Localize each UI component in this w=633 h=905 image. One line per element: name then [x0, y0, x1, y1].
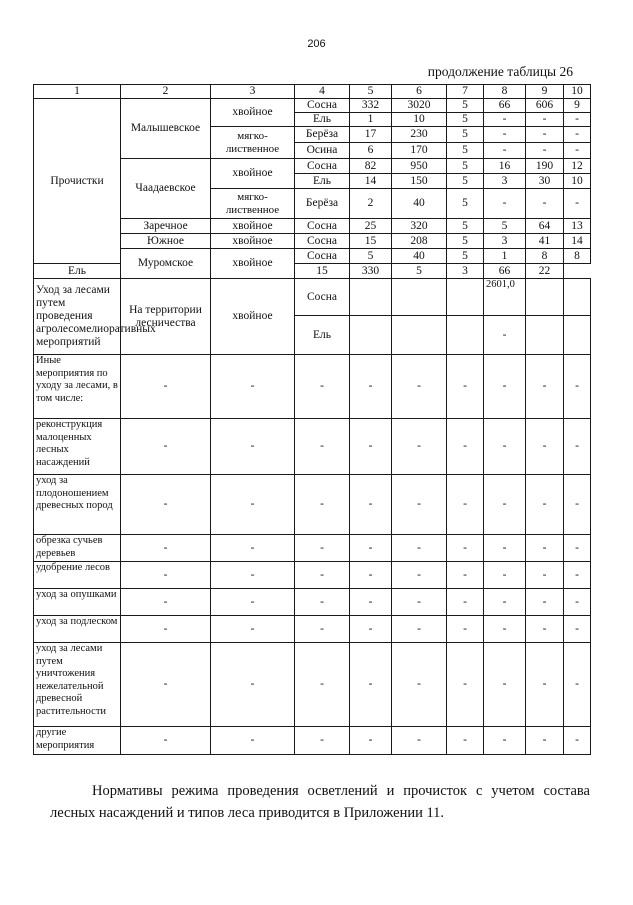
value-cell: -	[526, 143, 564, 159]
value-cell	[526, 279, 564, 316]
value-cell: -	[447, 727, 484, 755]
value-cell: -	[392, 616, 447, 643]
table-row	[34, 279, 591, 316]
value-cell: -	[526, 113, 564, 127]
activity-label: реконструкция малоценных лесных насаждений	[34, 419, 121, 475]
value-cell: -	[484, 189, 526, 219]
species-cell: Сосна	[295, 249, 350, 264]
district-label: Муромское	[121, 249, 211, 279]
value-cell: 40	[392, 189, 447, 219]
district-label: Чаадаевское	[121, 159, 211, 219]
value-cell: -	[526, 419, 564, 475]
column-header: 1	[34, 85, 121, 99]
species-cell: Сосна	[295, 159, 350, 174]
forest-type: хвойное	[211, 234, 295, 249]
value-cell	[564, 316, 591, 355]
value-cell: -	[447, 562, 484, 589]
value-cell	[447, 279, 484, 316]
value-cell: 330	[350, 264, 392, 279]
value-cell: -	[350, 419, 392, 475]
value-cell: 82	[350, 159, 392, 174]
value-cell: -	[564, 189, 591, 219]
value-cell: -	[564, 535, 591, 562]
value-cell: 5	[350, 249, 392, 264]
value-cell: 14	[350, 174, 392, 189]
value-cell: -	[526, 589, 564, 616]
value-cell: -	[484, 562, 526, 589]
value-cell: 5	[447, 127, 484, 143]
species-cell: Берёза	[295, 127, 350, 143]
value-cell: 6	[350, 143, 392, 159]
species-cell: Ель	[34, 264, 121, 279]
value-cell: -	[564, 419, 591, 475]
column-header: 4	[295, 85, 350, 99]
activity-label: уход за подлеском	[34, 616, 121, 643]
value-cell: 40	[392, 249, 447, 264]
value-cell: 5	[447, 234, 484, 249]
value-cell: 5	[447, 143, 484, 159]
value-cell: -	[484, 616, 526, 643]
value-cell: -	[392, 535, 447, 562]
value-cell: 332	[350, 99, 392, 113]
value-cell: -	[211, 419, 295, 475]
value-cell: -	[526, 643, 564, 727]
district-label: Южное	[121, 234, 211, 249]
value-cell: 10	[564, 174, 591, 189]
value-cell: 3	[484, 174, 526, 189]
value-cell: -	[564, 643, 591, 727]
value-cell: 9	[564, 99, 591, 113]
value-cell: -	[484, 589, 526, 616]
species-cell: Ель	[295, 316, 350, 355]
forest-type: хвойное	[211, 279, 295, 355]
value-cell: 5	[447, 159, 484, 174]
value-cell: 16	[484, 159, 526, 174]
activity-label: обрезка сучьев деревьев	[34, 535, 121, 562]
value-cell: -	[350, 475, 392, 535]
value-cell: 170	[392, 143, 447, 159]
value-cell: -	[484, 127, 526, 143]
species-cell: Сосна	[295, 279, 350, 316]
value-cell: 5	[447, 219, 484, 234]
value-cell: 12	[564, 159, 591, 174]
value-cell: 14	[564, 234, 591, 249]
value-cell: -	[295, 475, 350, 535]
territory-label: На территории лесничества	[121, 279, 211, 355]
forest-type: хвойное	[211, 219, 295, 234]
table-continuation-label: продолжение таблицы 26	[427, 64, 573, 79]
column-header: 10	[564, 85, 591, 99]
value-cell	[392, 279, 447, 316]
column-header: 8	[484, 85, 526, 99]
activity-label: другие мероприятия	[34, 727, 121, 755]
value-cell: -	[564, 475, 591, 535]
value-cell: 15	[350, 234, 392, 249]
value-cell: -	[211, 535, 295, 562]
activity-label: удобрение лесов	[34, 562, 121, 589]
column-header: 3	[211, 85, 295, 99]
value-cell	[392, 316, 447, 355]
value-cell: 606	[526, 99, 564, 113]
value-cell: 8	[564, 249, 591, 264]
value-cell: -	[564, 589, 591, 616]
value-cell: 17	[350, 127, 392, 143]
value-cell	[447, 316, 484, 355]
table-row	[34, 643, 591, 727]
value-cell: -	[295, 643, 350, 727]
district-label: Заречное	[121, 219, 211, 234]
value-cell: -	[484, 143, 526, 159]
value-cell: -	[392, 419, 447, 475]
value-cell: -	[350, 535, 392, 562]
value-cell: -	[121, 589, 211, 616]
value-cell: -	[392, 727, 447, 755]
value-cell: -	[295, 589, 350, 616]
value-cell: -	[447, 535, 484, 562]
value-cell: -	[295, 535, 350, 562]
activity-label: Прочистки	[34, 99, 121, 264]
value-cell	[350, 316, 392, 355]
value-cell: -	[484, 535, 526, 562]
value-cell: -	[121, 727, 211, 755]
value-cell: 2	[350, 189, 392, 219]
value-cell: 5	[447, 113, 484, 127]
value-cell: -	[526, 189, 564, 219]
value-cell: -	[447, 616, 484, 643]
activity-label: уход за опушками	[34, 589, 121, 616]
value-cell: -	[211, 727, 295, 755]
value-cell: 5	[484, 219, 526, 234]
value-cell: -	[484, 475, 526, 535]
value-cell: 5	[447, 189, 484, 219]
table-row	[34, 85, 591, 99]
value-cell: 3020	[392, 99, 447, 113]
value-cell: -	[350, 727, 392, 755]
forest-type: мягко-лиственное	[211, 127, 295, 159]
value-cell: -	[484, 643, 526, 727]
activity-label: Иные мероприятия по уходу за лесами, в том числе:	[34, 355, 121, 419]
column-header: 6	[392, 85, 447, 99]
value-cell: -	[484, 113, 526, 127]
value-cell: -	[295, 419, 350, 475]
value-cell: -	[526, 475, 564, 535]
value-cell: -	[392, 589, 447, 616]
value-cell: -	[295, 562, 350, 589]
value-cell: -	[211, 589, 295, 616]
value-cell: -	[121, 616, 211, 643]
value-cell: -	[564, 727, 591, 755]
activity-label: Уход за лесами путем проведения агролесомелиоративных мероприятий	[34, 279, 121, 355]
value-cell: 320	[392, 219, 447, 234]
value-cell: -	[350, 616, 392, 643]
table-row	[34, 562, 591, 589]
value-cell: -	[447, 355, 484, 419]
table-row	[34, 355, 591, 419]
value-cell: -	[295, 616, 350, 643]
species-cell: Сосна	[295, 219, 350, 234]
value-cell: -	[447, 419, 484, 475]
value-cell: -	[484, 419, 526, 475]
forest-care-table	[33, 84, 591, 755]
species-cell: Берёза	[295, 189, 350, 219]
value-cell: -	[484, 727, 526, 755]
value-cell: -	[392, 562, 447, 589]
value-cell: -	[350, 562, 392, 589]
value-cell	[526, 316, 564, 355]
value-cell: -	[447, 589, 484, 616]
table-row	[34, 616, 591, 643]
column-header: 5	[350, 85, 392, 99]
value-cell: 1	[350, 113, 392, 127]
species-cell: Ель	[295, 113, 350, 127]
species-cell: Сосна	[295, 99, 350, 113]
district-label: Малышевское	[121, 99, 211, 159]
value-cell: -	[526, 727, 564, 755]
value-cell: -	[564, 113, 591, 127]
value-cell: 2601,0	[484, 279, 526, 316]
value-cell: -	[121, 419, 211, 475]
value-cell: -	[392, 643, 447, 727]
value-cell: 25	[350, 219, 392, 234]
value-cell: -	[526, 355, 564, 419]
value-cell: -	[392, 475, 447, 535]
value-cell: -	[484, 316, 526, 355]
value-cell: -	[121, 535, 211, 562]
value-cell: 41	[526, 234, 564, 249]
column-header: 2	[121, 85, 211, 99]
value-cell: -	[121, 643, 211, 727]
value-cell: -	[564, 127, 591, 143]
value-cell: -	[350, 589, 392, 616]
value-cell: -	[211, 643, 295, 727]
forest-type: хвойное	[211, 249, 295, 279]
value-cell: -	[526, 535, 564, 562]
value-cell: -	[564, 143, 591, 159]
table-row	[34, 727, 591, 755]
value-cell: 5	[447, 99, 484, 113]
value-cell: 30	[526, 174, 564, 189]
activity-label: уход за лесами путем уничтожения нежелательной древесной растительности	[34, 643, 121, 727]
table-row	[34, 475, 591, 535]
species-cell: Осина	[295, 143, 350, 159]
value-cell: 66	[484, 264, 526, 279]
value-cell: -	[526, 127, 564, 143]
value-cell: 950	[392, 159, 447, 174]
value-cell: 13	[564, 219, 591, 234]
forest-type: хвойное	[211, 99, 295, 127]
value-cell: 208	[392, 234, 447, 249]
value-cell: 3	[447, 264, 484, 279]
value-cell: 10	[392, 113, 447, 127]
table-row	[34, 589, 591, 616]
table-row	[34, 264, 591, 279]
value-cell	[564, 279, 591, 316]
species-cell: Ель	[295, 174, 350, 189]
value-cell: 230	[392, 127, 447, 143]
value-cell: -	[526, 616, 564, 643]
value-cell: 64	[526, 219, 564, 234]
value-cell: 5	[447, 249, 484, 264]
value-cell: 5	[447, 174, 484, 189]
column-header: 9	[526, 85, 564, 99]
value-cell: -	[211, 355, 295, 419]
value-cell: 150	[392, 174, 447, 189]
species-cell: Сосна	[295, 234, 350, 249]
page-number: 206	[307, 38, 326, 50]
forest-type: хвойное	[211, 159, 295, 189]
value-cell: -	[447, 643, 484, 727]
value-cell: -	[564, 355, 591, 419]
value-cell: 5	[392, 264, 447, 279]
value-cell: -	[295, 355, 350, 419]
footer-note: Нормативы режима проведения осветлений и прочисток с учетом состава лесных насаждений и типов леса приводится в Приложении 11.	[50, 783, 590, 821]
value-cell: 1	[484, 249, 526, 264]
table-row	[34, 535, 591, 562]
value-cell: 15	[295, 264, 350, 279]
value-cell: -	[121, 475, 211, 535]
value-cell: -	[211, 562, 295, 589]
value-cell: -	[211, 616, 295, 643]
value-cell: -	[350, 355, 392, 419]
value-cell: 8	[526, 249, 564, 264]
table-row	[34, 99, 591, 113]
value-cell: 190	[526, 159, 564, 174]
value-cell: -	[447, 475, 484, 535]
value-cell: 66	[484, 99, 526, 113]
value-cell: 22	[526, 264, 564, 279]
forest-type: мягко-лиственное	[211, 189, 295, 219]
value-cell: -	[484, 355, 526, 419]
activity-label: уход за плодоношением древесных пород	[34, 475, 121, 535]
value-cell: 3	[484, 234, 526, 249]
value-cell: -	[564, 562, 591, 589]
value-cell: -	[121, 562, 211, 589]
value-cell: -	[295, 727, 350, 755]
value-cell: -	[564, 616, 591, 643]
value-cell: -	[211, 475, 295, 535]
value-cell: -	[526, 562, 564, 589]
column-header: 7	[447, 85, 484, 99]
value-cell: -	[350, 643, 392, 727]
value-cell: -	[121, 355, 211, 419]
value-cell	[350, 279, 392, 316]
value-cell: -	[392, 355, 447, 419]
table-row	[34, 419, 591, 475]
